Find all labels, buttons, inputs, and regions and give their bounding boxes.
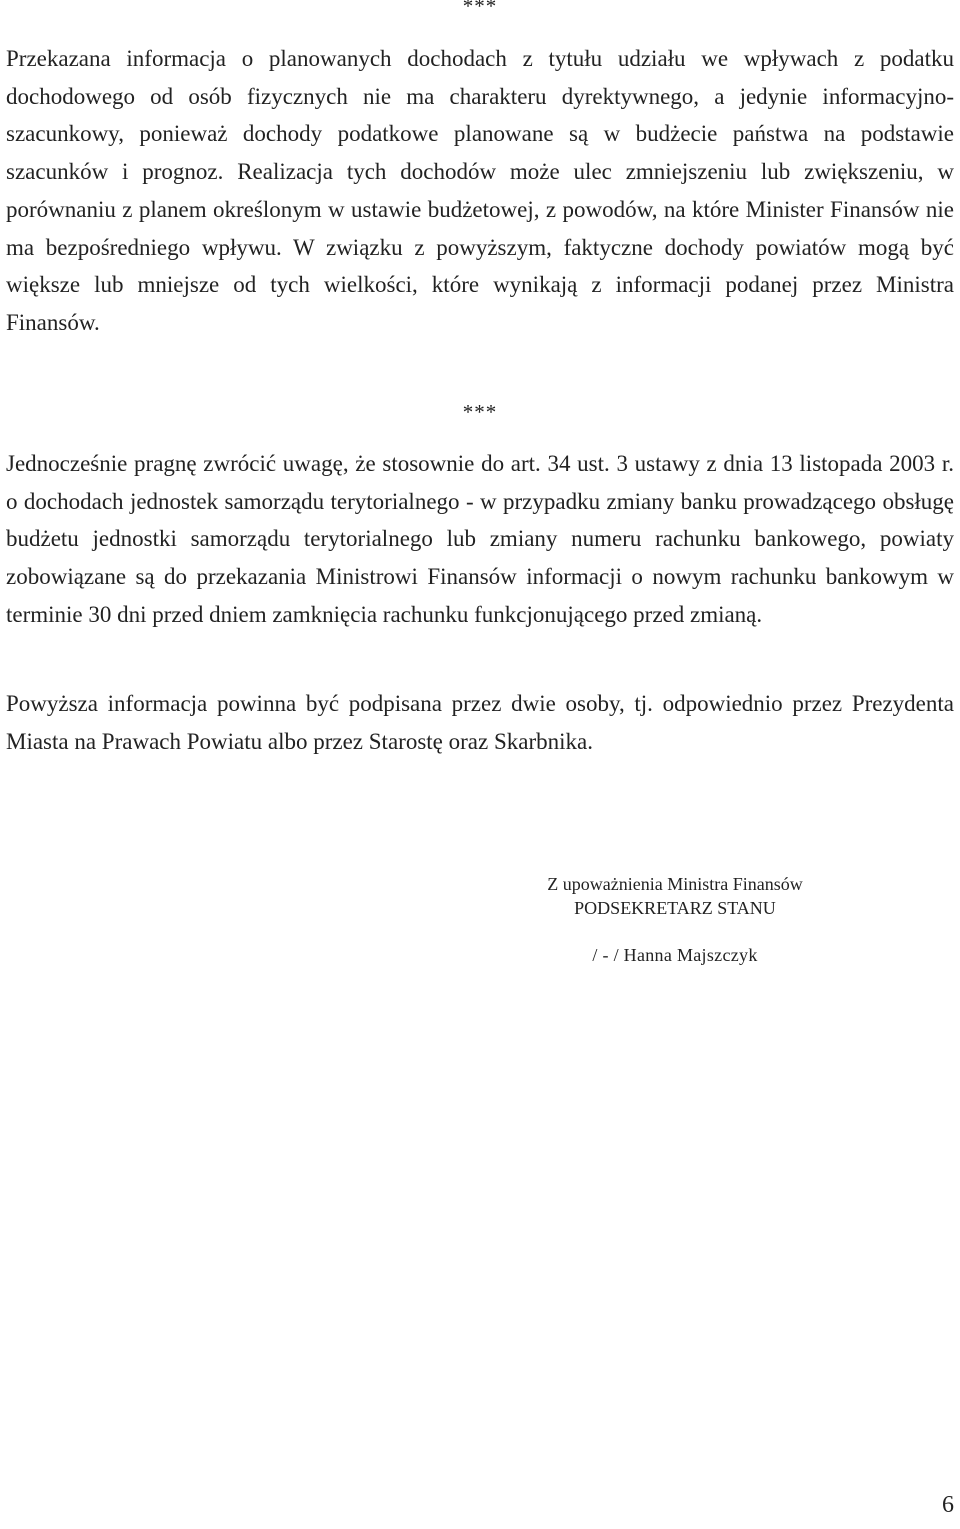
paragraph-forecast-disclaimer: Przekazana informacja o planowanych dochodach z tytułu udziału we wpływach z podatku dochodowego od osób fizycznych nie ma charakteru dyrektywnego, a jedynie informacyjno-szacunkowy, ponieważ dochody podatkowe planowane są w budżecie państwa na podstawie szacunków i prognoz. Realizacja tych dochodów może ulec zmniejszeniu lub zwiększeniu, w porównaniu z planem określonym w ustawie budżetowej, z powodów, na które Minister Finansów nie ma bezpośredniego wpływu. W związku z powyższym, faktyczne dochody powiatów mogą być większe lub mniejsze od tych wielkości, które wynikają z informacji podanej przez Ministra Finansów. xyxy=(6,46,954,335)
separator-middle: *** xyxy=(462,400,498,424)
signature-position: PODSEKRETARZ STANU xyxy=(574,898,776,918)
separator-top: *** xyxy=(462,0,498,18)
paragraph-bank-account-change: Jednocześnie pragnę zwrócić uwagę, że stosownie do art. 34 ust. 3 ustawy z dnia 13 listopada 2003 r. o dochodach jednostek samorządu terytorialnego - w przypadku zmiany banku prowadzącego obsługę budżetu jednostki samorządu terytorialnego lub zmiany numeru rachunku bankowego, powiaty zobowiązane są do przekazania Ministrowi Finansów informacji o nowym rachunku bankowym w terminie 30 dni przed dniem zamknięcia rachunku funkcjonującego przed zmianą. xyxy=(6,451,954,627)
signature-name: / - / Hanna Majszczyk xyxy=(592,945,758,965)
page-number: 6 xyxy=(942,1492,954,1518)
paragraph-signature-requirement: Powyższa informacja powinna być podpisana przez dwie osoby, tj. odpowiednio przez Prezydenta Miasta na Prawach Powiatu albo przez Starostę oraz Skarbnika. xyxy=(6,691,954,754)
signature-authority: Z upoważnienia Ministra Finansów xyxy=(547,874,803,894)
